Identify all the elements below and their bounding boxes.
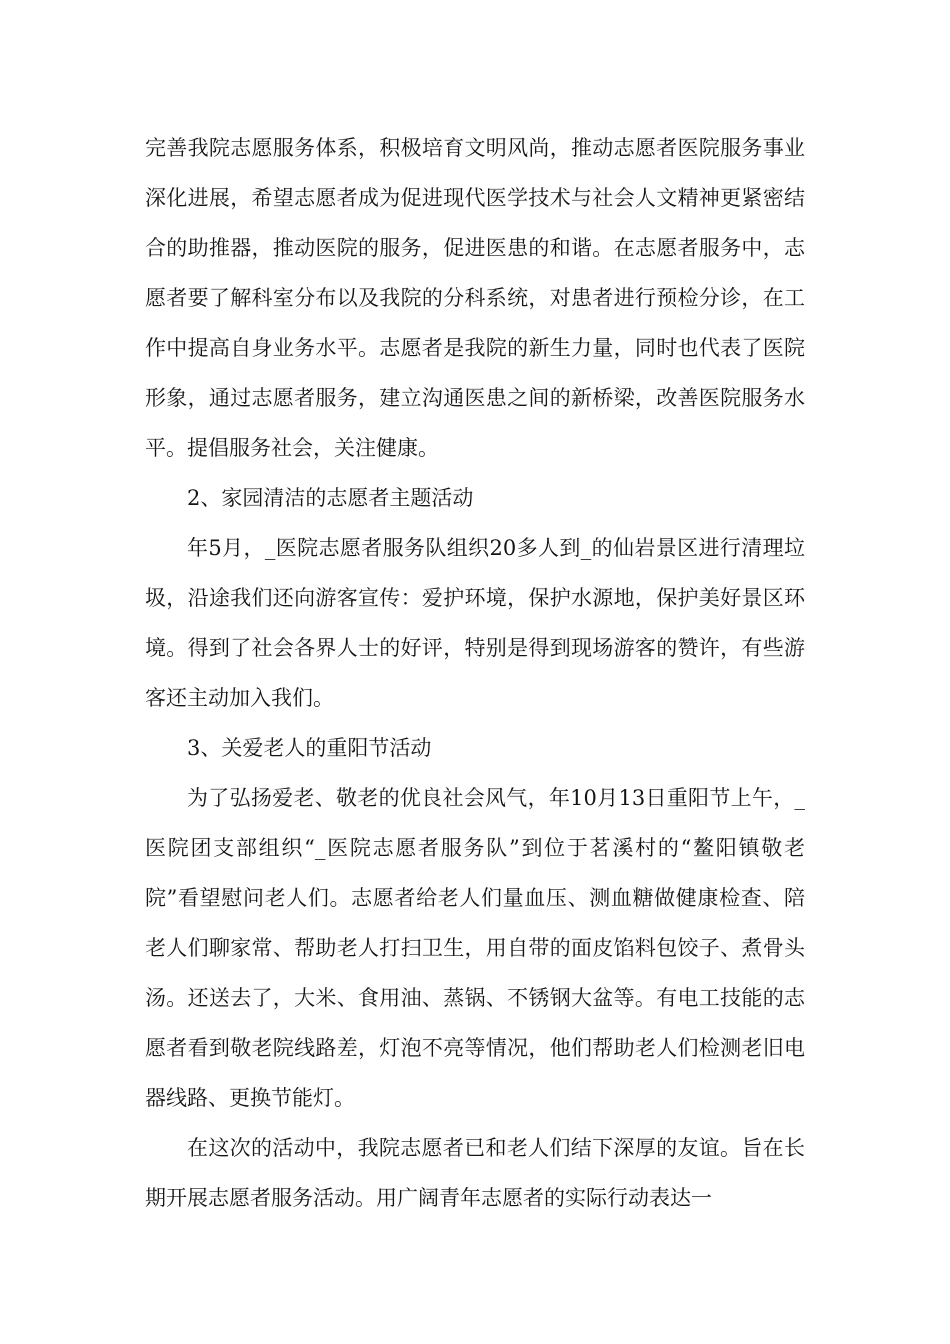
document-page — [145, 123, 805, 1223]
paragraph-cleanup-activity: 年5月，_医院志愿者服务队组织20多人到_的仙岩景区进行清理垃圾，沿途我们还向游客宣传：爱护环境，保护水源地，保护美好景区环境。得到了社会各界人士的好评，特别是得到现场游客的赞许，有些游客还主动加入我们。 — [145, 536, 805, 710]
section-heading-elderly-care: 3、关爱老人的重阳节活动 — [187, 736, 432, 760]
paragraph-continuation: 完善我院志愿服务体系，积极培育文明风尚，推动志愿者医院服务事业深化进展，希望志愿者成为促进现代医学技术与社会人文精神更紧密结合的助推器，推动医院的服务，促进医患的和谐。在志愿者服务中，志愿者要了解科室分布以及我院的分科系统，对患者进行预检分诊，在工作中提高自身业务水平。志愿者是我院的新生力量，同时也代表了医院形象，通过志愿者服务，建立沟通医患之间的新桥梁，改善医院服务水平。提倡服务社会，关注健康。 — [145, 136, 805, 460]
paragraph-double-ninth-activity: 为了弘扬爱老、敬老的优良社会风气，年10月13日重阳节上午，_医院团支部组织“_医院志愿者服务队”到位于茗溪村的“鳌阳镇敬老院”看望慰问老人们。志愿者给老人们量血压、测血糖做健康检查、陪老人们聊家常、帮助老人打扫卫生，用自带的面皮馅料包饺子、煮骨头汤。还送去了，大米、食用油、蒸锅、不锈钢大盆等。有电工技能的志愿者看到敬老院线路差，灯泡不亮等情况，他们帮助老人们检测老旧电器线路、更换节能灯。 — [145, 786, 805, 1110]
section-heading-home-cleaning: 2、家园清洁的志愿者主题活动 — [187, 486, 474, 510]
paragraph-friendship: 在这次的活动中，我院志愿者已和老人们结下深厚的友谊。旨在长期开展志愿者服务活动。用广阔青年志愿者的实际行动表达一 — [145, 1136, 805, 1210]
